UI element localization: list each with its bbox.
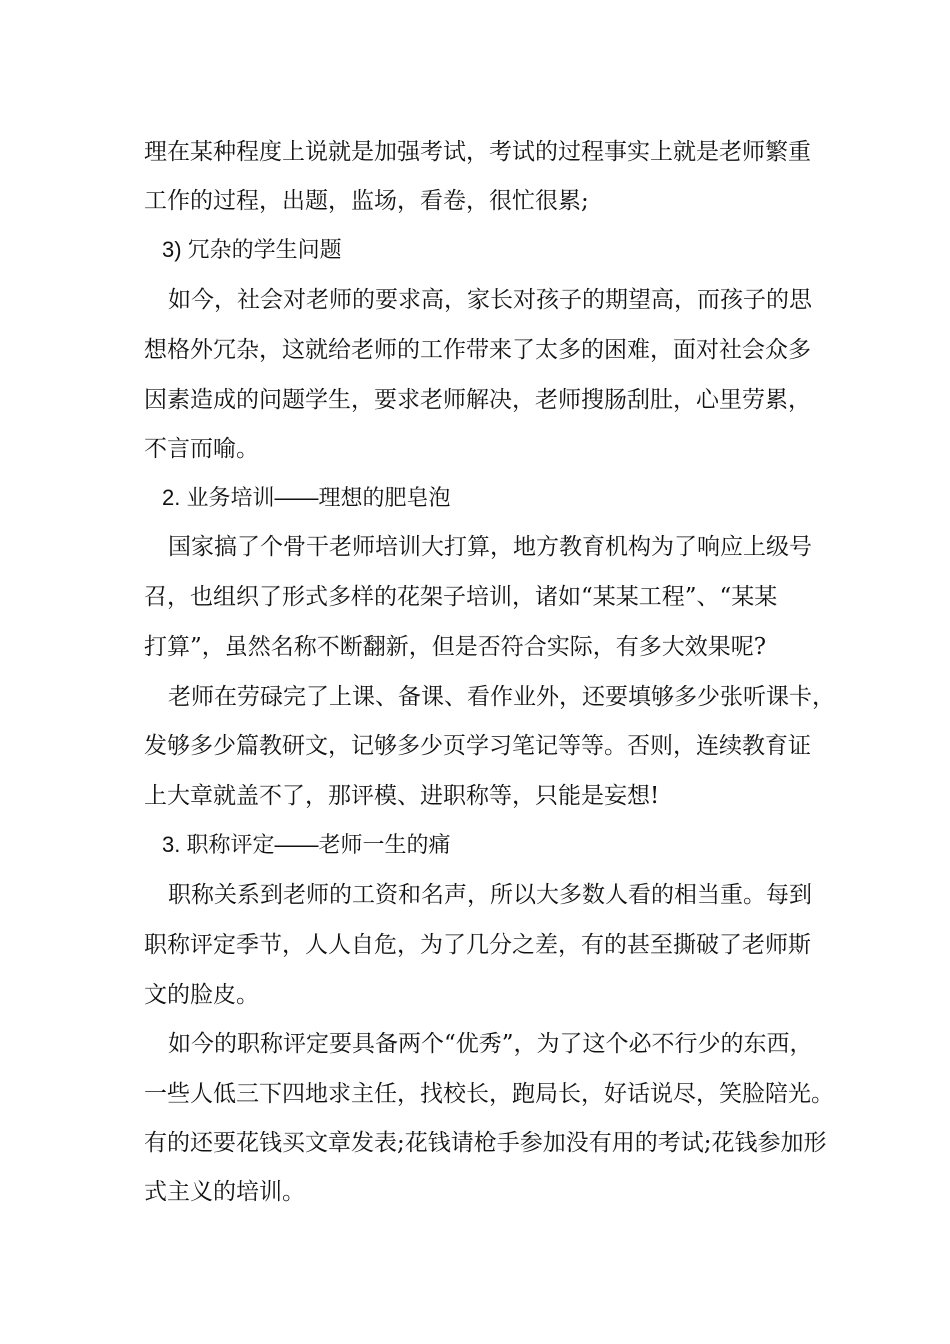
- text-line: 因素造成的问题学生，要求老师解决，老师搜肠刮肚，心里劳累，: [144, 387, 811, 413]
- text-line: 理在某种程度上说就是加强考试，考试的过程事实上就是老师繁重: [144, 139, 811, 165]
- text-line: 老师在劳碌完了上课、备课、看作业外，还要填够多少张听课卡，: [168, 684, 835, 710]
- text-line: 如今的职称评定要具备两个“优秀”，为了这个必不行少的东西，: [168, 1031, 813, 1057]
- text-line: 职称关系到老师的工资和名声，所以大多数人看的相当重。每到: [168, 882, 812, 908]
- text-line: 工作的过程，出题，监场，看卷，很忙很累;: [144, 188, 589, 214]
- text-line: 文的脸皮。: [144, 982, 259, 1008]
- text-line: 国家搞了个骨干老师培训大打算，地方教育机构为了响应上级号: [168, 534, 812, 560]
- text-line: 打算”，虽然名称不断翻新，但是否符合实际，有多大效果呢?: [144, 634, 767, 660]
- text-line: 如今，社会对老师的要求高，家长对孩子的期望高，而孩子的思: [168, 287, 812, 313]
- text-line: 一些人低三下四地求主任，找校长，跑局长，好话说尽，笑脸陪光。: [144, 1081, 834, 1107]
- text-line: 发够多少篇教研文，记够多少页学习笔记等等。否则，连续教育证: [144, 733, 811, 759]
- text-line: 上大章就盖不了，那评模、进职称等，只能是妄想!: [144, 783, 660, 809]
- text-line: 有的还要花钱买文章发表;花钱请枪手参加没有用的考试;花钱参加形: [144, 1130, 827, 1156]
- text-line: 召，也组织了形式多样的花架子培训，诸如“某某工程”、“某某: [144, 584, 778, 610]
- text-line: 式主义的培训。: [144, 1179, 305, 1205]
- text-line: 职称评定季节，人人自危，为了几分之差，有的甚至撕破了老师斯: [144, 932, 811, 958]
- text-line: 想格外冗杂，这就给老师的工作带来了太多的困难，面对社会众多: [144, 337, 811, 363]
- section-heading: 3) 冗杂的学生问题: [162, 237, 342, 262]
- section-heading: 3. 职称评定——老师一生的痛: [162, 832, 451, 857]
- text-line: 不言而喻。: [144, 436, 259, 462]
- section-heading: 2. 业务培训——理想的肥皂泡: [162, 485, 451, 510]
